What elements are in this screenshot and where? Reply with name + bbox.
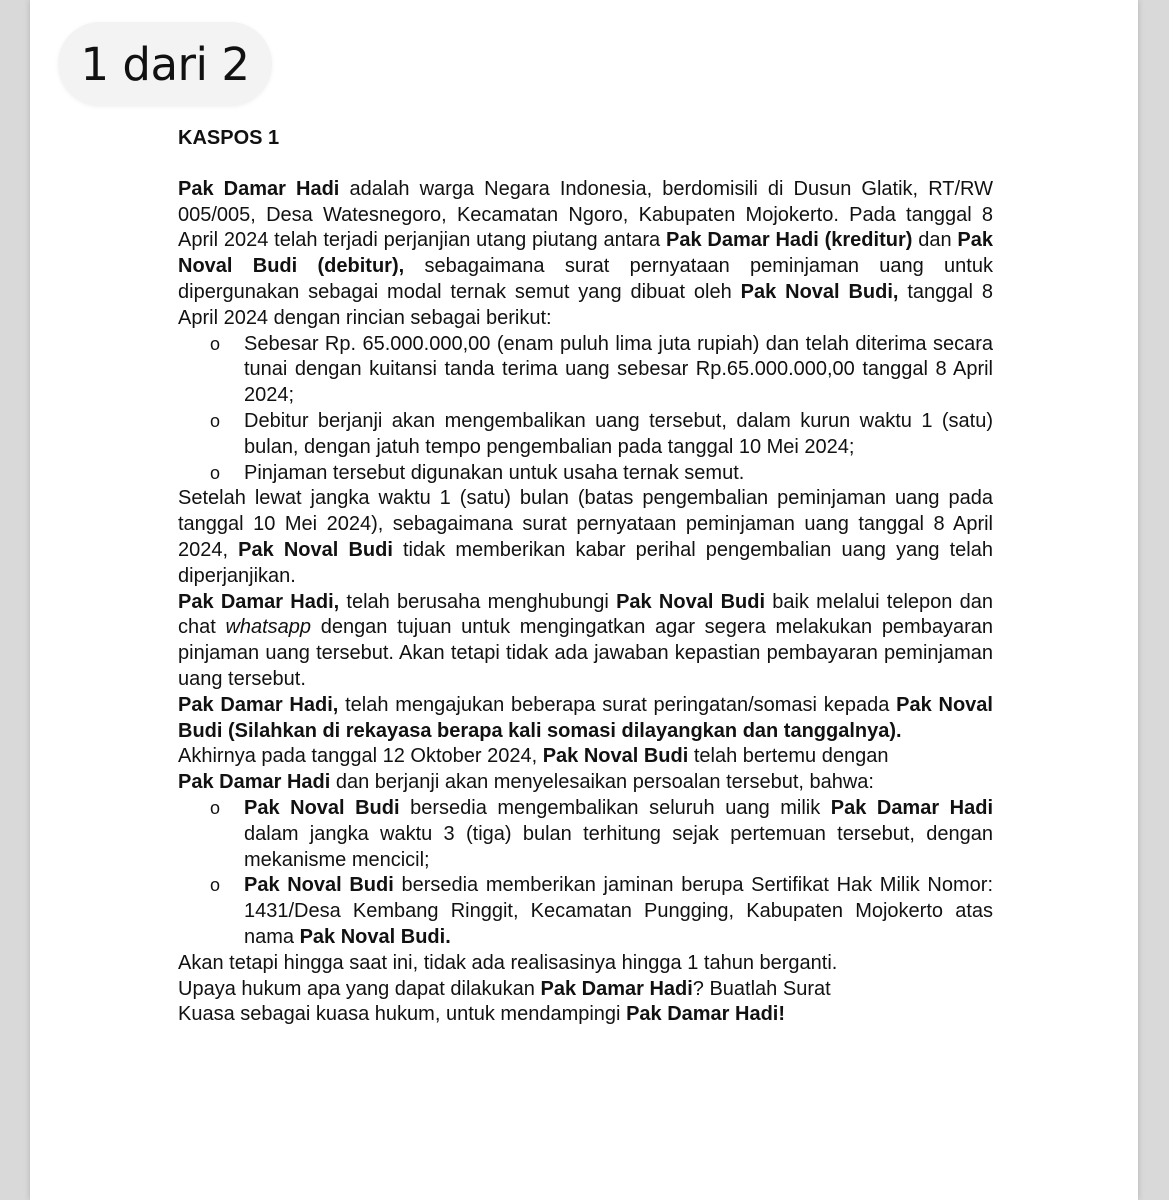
bold-text: Pak Noval Budi <box>238 538 393 561</box>
bold-text: Pak Noval Budi (debitur), <box>178 229 994 278</box>
bold-text: Pak Damar Hadi (kreditur) <box>665 229 913 252</box>
text: Kuasa sebagai kuasa hukum, untuk mendampingi <box>178 1003 627 1026</box>
text: dan berjanji akan menyelesaikan persoalan tersebut, bahwa: <box>330 771 874 794</box>
text: Akhirnya pada tanggal 12 Oktober 2024, <box>178 745 543 768</box>
document-body <box>178 126 993 1028</box>
bold-text: Pak Noval Budi <box>542 745 689 768</box>
text: telah bertemu dengan <box>688 745 889 768</box>
loan-details-list <box>178 332 993 487</box>
bold-text: Pak Noval Budi. <box>299 925 451 948</box>
text: telah mengajukan beberapa surat peringatan/somasi kepada <box>338 693 897 716</box>
text: ? Buatlah Surat <box>692 977 831 1000</box>
text: telah berusaha menghubungi <box>339 590 617 613</box>
bold-text: Pak Damar Hadi! <box>626 1003 786 1026</box>
bold-text: Pak Noval Budi <box>244 796 400 819</box>
list-item: o Sebesar Rp. 65.000.000,00 (enam puluh lima juta rupiah) dan telah diterima secara tunai dengan kuitansi tanda terima uang sebesar Rp.65.000.000,00 tanggal 8 April 2024; <box>244 332 993 409</box>
text: Akan tetapi hingga saat ini, tidak ada realisasinya hingga 1 tahun berganti. <box>178 951 838 974</box>
text: dengan tujuan untuk mengingatkan agar segera melakukan pembayaran pinjaman uang tersebut. Akan tetapi tidak ada jawaban kepastian pembayaran peminjaman uang tersebut. <box>178 616 993 690</box>
list-item <box>244 873 993 950</box>
paragraph-question <box>178 951 993 1028</box>
text: dan <box>912 229 958 252</box>
paragraph-contact <box>178 590 993 693</box>
text: Setelah lewat jangka waktu 1 (satu) bulan (batas pengembalian peminjaman uang pada tanggal 10 Mei 2024), sebagaimana surat pernyataan peminjaman uang tanggal 8 April 2024, <box>178 487 993 561</box>
agreement-list <box>178 796 993 951</box>
text: Upaya hukum apa yang dapat dilakukan <box>178 977 541 1000</box>
bold-text: Pak Damar Hadi, <box>178 693 339 716</box>
paragraph-somasi <box>178 693 993 745</box>
text: sebagaimana surat pernyataan peminjaman uang untuk dipergunakan sebagai modal ternak semut yang dibuat oleh <box>178 255 993 303</box>
text: dalam jangka waktu 3 (tiga) bulan terhitung sejak pertemuan tersebut, dengan mekanisme mencicil; <box>244 822 993 871</box>
bold-text: Pak Damar Hadi <box>830 796 993 819</box>
text: tidak memberikan kabar perihal pengembalian uang yang telah diperjanjikan. <box>178 538 993 587</box>
list-item <box>244 796 993 873</box>
text: bersedia memberikan jaminan berupa Sertifikat Hak Milik Nomor: 1431/Desa Kembang Ringgit, Kecamatan Pungging, Kabupaten Mojokerto atas nama <box>244 874 993 948</box>
list-item: o Pinjaman tersebut digunakan untuk usaha ternak semut. <box>244 461 993 487</box>
text: bersedia mengembalikan seluruh uang milik <box>399 796 831 819</box>
text: tanggal 8 April 2024 dengan rincian sebagai berikut: <box>178 280 994 329</box>
paragraph-intro <box>178 177 993 332</box>
bold-text: Pak Damar Hadi <box>178 177 340 200</box>
bold-text: Pak Noval Budi <box>244 874 394 897</box>
paragraph-deadline <box>178 486 993 589</box>
text: adalah warga Negara Indonesia, berdomisili di Dusun Glatik, RT/RW 005/005, Desa Watesnegoro, Kecamatan Ngoro, Kabupaten Mojokerto. Pada tanggal 8 April 2024 telah terjadi perjanjian utang piutang antara <box>178 177 994 252</box>
bold-text: Pak Damar Hadi <box>178 771 331 794</box>
italic-text: whatsapp <box>225 616 312 639</box>
document-title: KASPOS 1 <box>178 127 280 149</box>
bold-text: Pak Noval Budi <box>616 590 766 613</box>
bold-text: Pak Damar Hadi <box>540 977 693 1000</box>
list-item: o Debitur berjanji akan mengembalikan uang tersebut, dalam kurun waktu 1 (satu) bulan, dengan jatuh tempo pengembalian pada tanggal 10 Mei 2024; <box>244 409 993 461</box>
page-indicator: 1 dari 2 <box>58 22 272 106</box>
bold-text: Pak Damar Hadi, <box>178 590 340 613</box>
text: baik melalui telepon dan chat <box>178 590 993 639</box>
paragraph-meeting <box>178 744 993 796</box>
bold-text: Pak Noval Budi, <box>740 280 899 303</box>
bold-text: Pak Noval Budi (Silahkan di rekayasa berapa kali somasi dilayangkan dan tanggalnya). <box>178 693 993 742</box>
